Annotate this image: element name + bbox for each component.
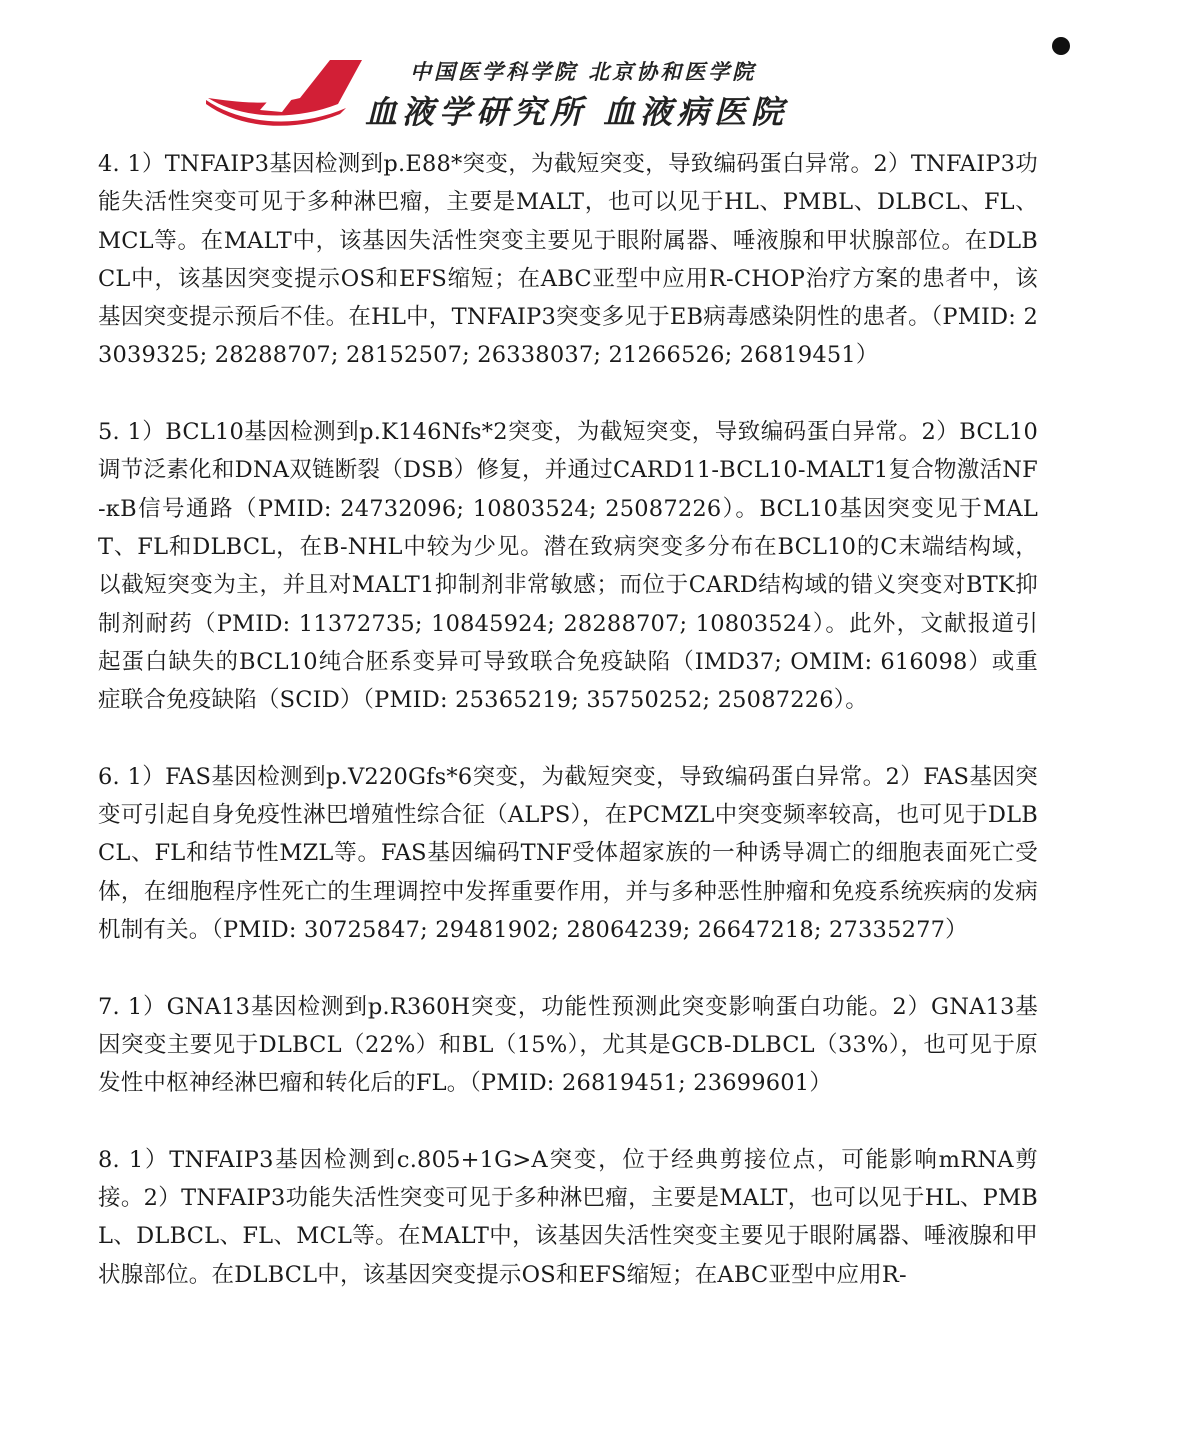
institution-name-line2: 血液学研究所 血液病医院 [365,93,789,131]
interpretation-paragraph: 8. 1）TNFAIP3基因检测到c.805+1G>A突变，位于经典剪接位点，可能影响mRNA剪接。2）TNFAIP3功能失活性突变可见于多种淋巴瘤，主要是MALT，也可以见于HL、PMBL、DLBCL、FL、MCL等。在MALT中，该基因失活性突变主要见于眼附属器、唾液腺和甲状腺部位。在DLBCL中，该基因突变提示OS和EFS缩短；在ABC亚型中应用R- [98,1146,1038,1288]
status-dot-icon [1052,37,1070,55]
institution-header [200,52,800,134]
institution-name-line1: 中国医学科学院 北京协和医学院 [410,59,757,84]
interpretation-paragraph: 4. 1）TNFAIP3基因检测到p.E88*突变，为截短突变，导致编码蛋白异常。2）TNFAIP3功能失活性突变可见于多种淋巴瘤，主要是MALT，也可以见于HL、PMBL、DLBCL、FL、MCL等。在MALT中，该基因失活性突变主要见于眼附属器、唾液腺和甲状腺部位。在DLBCL中，该基因突变提示OS和EFS缩短；在ABC亚型中应用R-CHOP治疗方案的患者中，该基因突变提示预后不佳。在HL中，TNFAIP3突变多见于EB病毒感染阴性的患者。（PMID: 23039325; 28288707; 28152507; 26338037; 21266526; 26819451） [98,151,1038,369]
interpretation-paragraph: 6. 1）FAS基因检测到p.V220Gfs*6突变，为截短突变，导致编码蛋白异常。2）FAS基因突变可引起自身免疫性淋巴增殖性综合征（ALPS），在PCMZL中突变频率较高，也可见于DLBCL、FL和结节性MZL等。FAS基因编码TNF受体超家族的一种诱导凋亡的细胞表面死亡受体，在细胞程序性死亡的生理调控中发挥重要作用，并与多种恶性肿瘤和免疫系统疾病的发病机制有关。（PMID: 30725847; 29481902; 28064239; 26647218; 27335277） [98,763,1038,943]
interpretation-paragraph: 7. 1）GNA13基因检测到p.R360H突变，功能性预测此突变影响蛋白功能。2）GNA13基因突变主要见于DLBCL（22%）和BL（15%），尤其是GCB-DLBCL（33%），也可见于原发性中枢神经淋巴瘤和转化后的FL。（PMID: 26819451; 23699601） [98,993,1038,1097]
interpretation-paragraph: 5. 1）BCL10基因检测到p.K146Nfs*2突变，为截短突变，导致编码蛋白异常。2）BCL10调节泛素化和DNA双链断裂（DSB）修复，并通过CARD11-BCL10-MALT1复合物激活NF-κB信号通路（PMID: 24732096; 10803524; 25087226）。BCL10基因突变见于MALT、FL和DLBCL，在B-NHL中较为少见。潜在致病突变多分布在BCL10的C末端结构域，以截短突变为主，并且对MALT1抑制剂非常敏感；而位于CARD结构域的错义突变对BTK抑制剂耐药（PMID: 11372735; 10845924; 28288707; 10803524）。此外，文献报道引起蛋白缺失的BCL10纯合胚系变异可导致联合免疫缺陷（IMD37; OMIM: 616098）或重症联合免疫缺陷（SCID）（PMID: 25365219; 35750252; 25087226）。 [98,419,1038,714]
report-body [98,145,1038,1332]
institution-logo-icon [200,52,370,130]
